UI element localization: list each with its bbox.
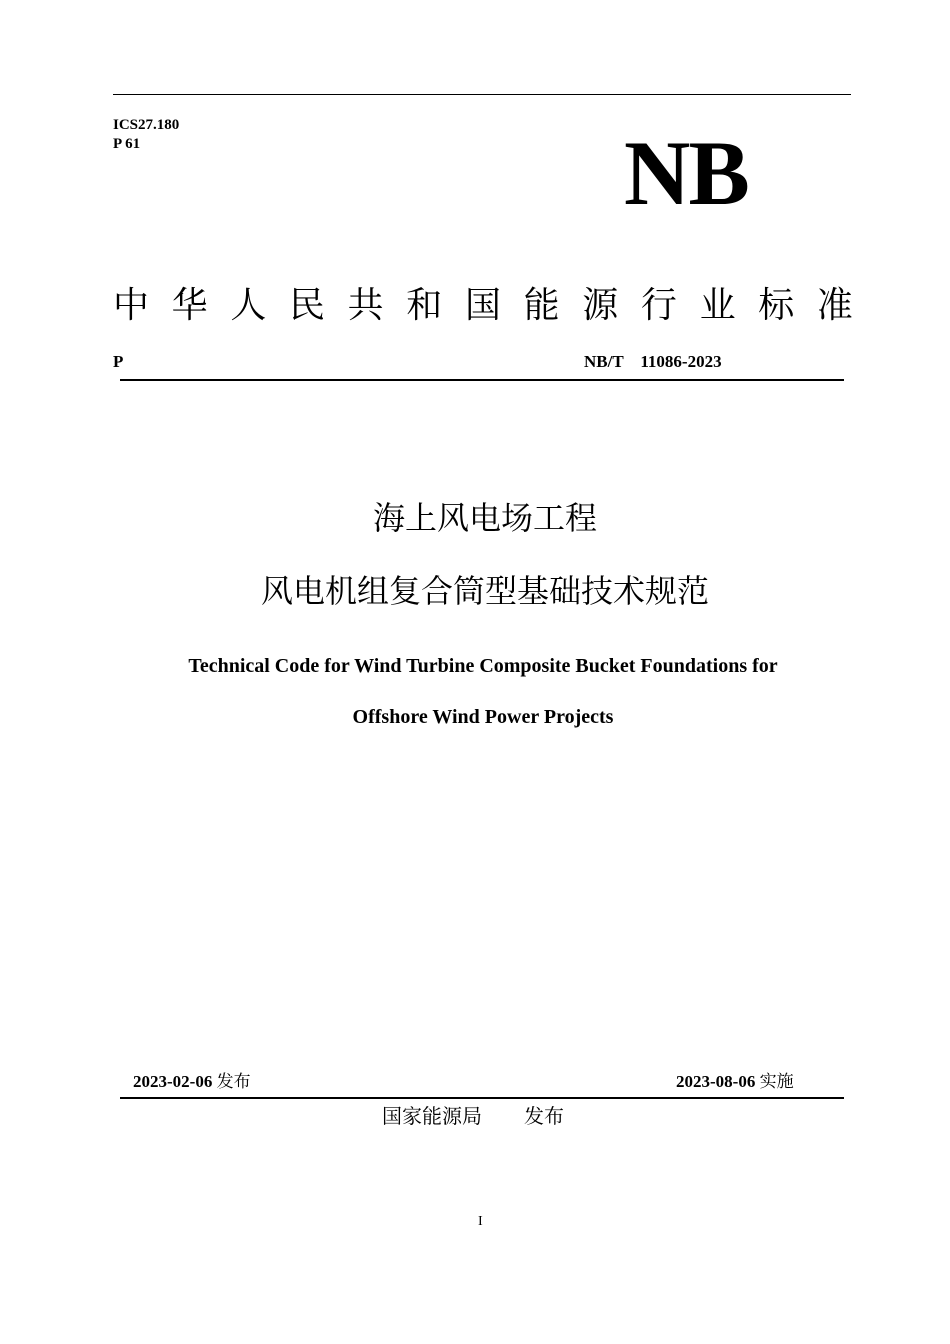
- page-number: I: [478, 1214, 483, 1229]
- top-rule: [113, 94, 851, 95]
- implement-date-line: [676, 1067, 794, 1092]
- footer-divider: [120, 1097, 844, 1099]
- header-divider: [120, 379, 844, 381]
- implement-date: 2023-08-06: [676, 1072, 756, 1091]
- nb-logo: NB: [624, 122, 748, 224]
- title-en-line2: Offshore Wind Power Projects: [352, 706, 614, 728]
- title-cn-line2: 风电机组复合筒型基础技术规范: [260, 572, 709, 610]
- ics-code: ICS27.180: [113, 117, 180, 133]
- ccs-code: P 61: [113, 136, 141, 152]
- publisher-action: 发布: [524, 1104, 564, 1128]
- publish-date: 2023-02-06: [133, 1072, 213, 1091]
- org-char: 华: [171, 285, 208, 326]
- standard-organization-title: [113, 282, 853, 330]
- title-en-line1: Technical Code for Wind Turbine Composite Bucket Foundations for: [188, 655, 778, 677]
- org-char: 行: [640, 285, 677, 326]
- org-char: 能: [523, 285, 560, 326]
- org-char: 标: [758, 285, 795, 326]
- publish-date-line: [133, 1067, 251, 1092]
- publish-label: 发布: [216, 1072, 251, 1092]
- org-char: 国: [464, 285, 501, 326]
- org-char: 准: [816, 285, 853, 326]
- standard-number: NB/T 11086-2023: [584, 352, 722, 371]
- title-cn-line1: 海上风电场工程: [372, 499, 597, 537]
- org-char: 共: [347, 285, 384, 326]
- org-char: 和: [406, 285, 443, 326]
- record-code: P: [113, 352, 124, 371]
- org-char: 中: [113, 285, 150, 326]
- publisher-line: [382, 1102, 564, 1130]
- org-char: 民: [288, 285, 325, 326]
- org-char: 业: [699, 285, 736, 326]
- org-char: 人: [230, 285, 267, 326]
- org-char: 源: [582, 285, 619, 326]
- implement-label: 实施: [759, 1072, 794, 1092]
- publisher-name: 国家能源局: [382, 1104, 482, 1128]
